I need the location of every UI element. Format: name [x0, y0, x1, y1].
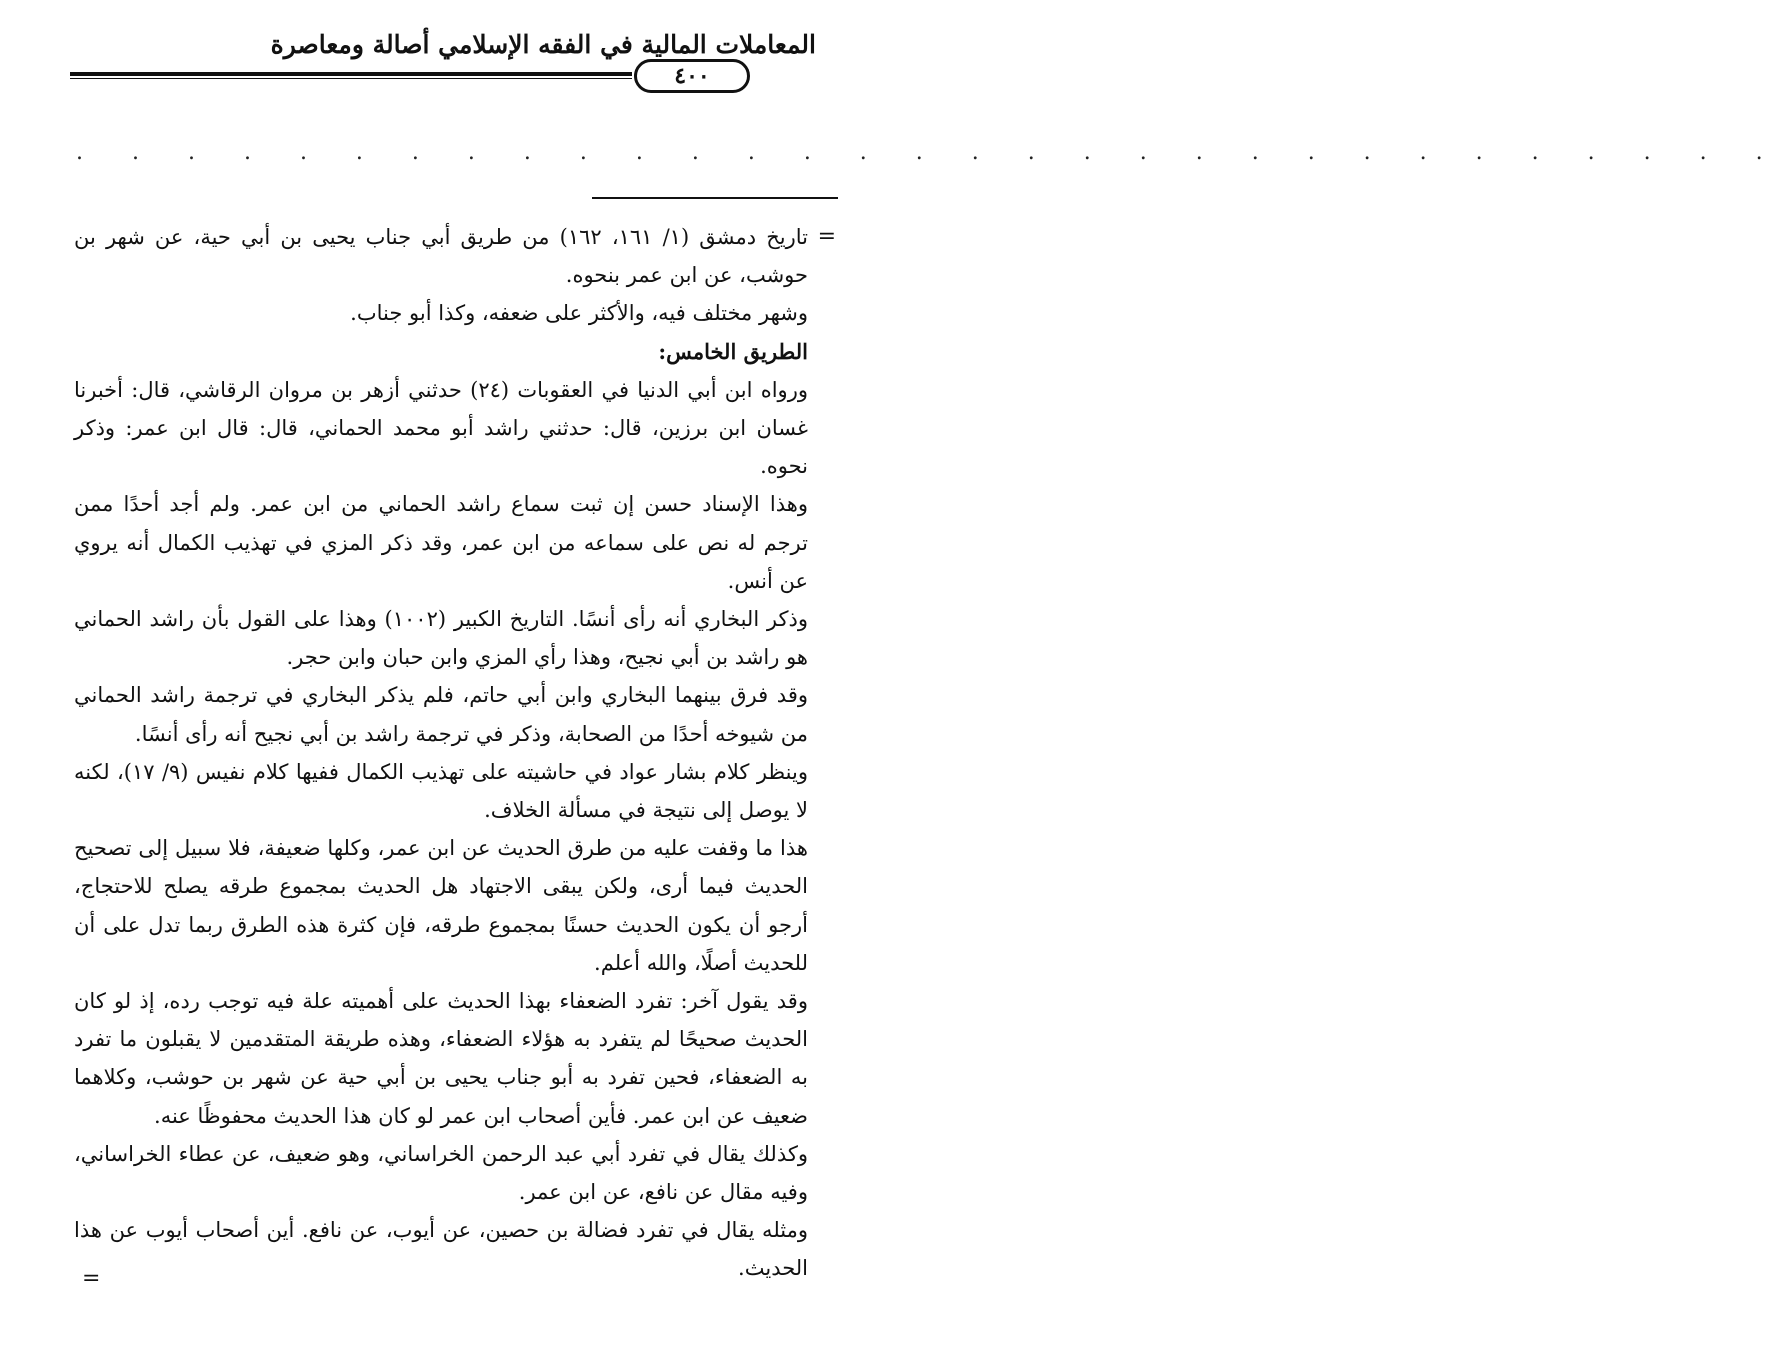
paragraph: تاريخ دمشق (١/ ١٦١، ١٦٢) من طريق أبي جناب يحيى بن أبي حية، عن شهر بن حوشب، عن ابن عمر بنحوه.	[74, 225, 808, 288]
paragraph: وينظر كلام بشار عواد في حاشيته على تهذيب الكمال ففيها كلام نفيس (٩/ ١٧)، لكنه لا يوصل إلى نتيجة في مسألة الخلاف.	[74, 759, 808, 823]
continuation-mark-bottom: =	[82, 1266, 101, 1291]
running-title: المعاملات المالية في الفقه الإسلامي أصالة ومعاصرة	[270, 30, 816, 59]
footnote-text	[74, 218, 808, 1288]
paragraph: وشهر مختلف فيه، والأكثر على ضعفه، وكذا أبو جناب.	[350, 301, 808, 326]
paragraph: وهذا الإسناد حسن إن ثبت سماع راشد الحماني من ابن عمر. ولم أجد أحدًا ممن ترجم له نص على سماعه من ابن عمر، وقد ذكر المزي في تهذيب الكمال أنه يروي عن أنس.	[74, 492, 808, 593]
page-header	[0, 0, 926, 110]
continuation-mark-top: =	[817, 224, 836, 249]
paragraph: ورواه ابن أبي الدنيا في العقوبات (٢٤) حدثني أزهر بن مروان الرقاشي، قال: أخبرنا غسان ابن برزين، قال: حدثني راشد أبو محمد الحماني، قال: قال ابن عمر: وذكر نحوه.	[74, 377, 808, 479]
omission-dots: . . . . . . . . . . . . . . . . . . . . . . . . . . . . . . .	[76, 140, 1784, 165]
page-number: ٤٠٠	[634, 59, 750, 93]
paragraph: ومثله يقال في تفرد فضالة بن حصين، عن أيوب، عن نافع. أين أصحاب أيوب عن هذا الحديث.	[74, 1218, 808, 1281]
header-rule-thick	[70, 72, 632, 76]
header-rule-thin	[70, 78, 632, 79]
paragraph: وكذلك يقال في تفرد أبي عبد الرحمن الخراساني، وهو ضعيف، عن عطاء الخراساني، وفيه مقال عن نافع، عن ابن عمر.	[74, 1141, 808, 1205]
section-subheading: الطريق الخامس:	[658, 338, 808, 364]
footnote-separator	[592, 197, 838, 199]
paragraph: هذا ما وقفت عليه من طرق الحديث عن ابن عمر، وكلها ضعيفة، فلا سبيل إلى تصحيح الحديث فيما أرى، ولكن يبقى الاجتهاد هل الحديث بمجموع طرقه يصلح للاحتجاج، أرجو أن يكون الحديث حسنًا بمجموع طرقه، فإن كثرة هذه الطرق ربما تدل على أن للحديث أصلًا، والله أعلم.	[74, 836, 808, 975]
paragraph: وقد يقول آخر: تفرد الضعفاء بهذا الحديث على أهميته علة فيه توجب رده، إذ لو كان الحديث صحيحًا لم يتفرد به هؤلاء الضعفاء، وهذه طريقة المتقدمين لا يقبلون ما تفرد به الضعفاء، فحين تفرد به أبو جناب يحيى بن أبي حية عن شهر بن حوشب، وكلاهما ضعيف عن ابن عمر. فأين أصحاب ابن عمر لو كان هذا الحديث محفوظًا عنه.	[74, 989, 808, 1128]
paragraph: وذكر البخاري أنه رأى أنسًا. التاريخ الكبير (١٠٠٢) وهذا على القول بأن راشد الحماني هو راشد بن أبي نجيح، وهذا رأي المزي وابن حبان وابن حجر.	[74, 607, 809, 670]
paragraph: وقد فرق بينهما البخاري وابن أبي حاتم، فلم يذكر البخاري في ترجمة راشد الحماني من شيوخه أحدًا من الصحابة، وذكر في ترجمة راشد بن أبي نجيح أنه رأى أنسًا.	[74, 683, 808, 746]
